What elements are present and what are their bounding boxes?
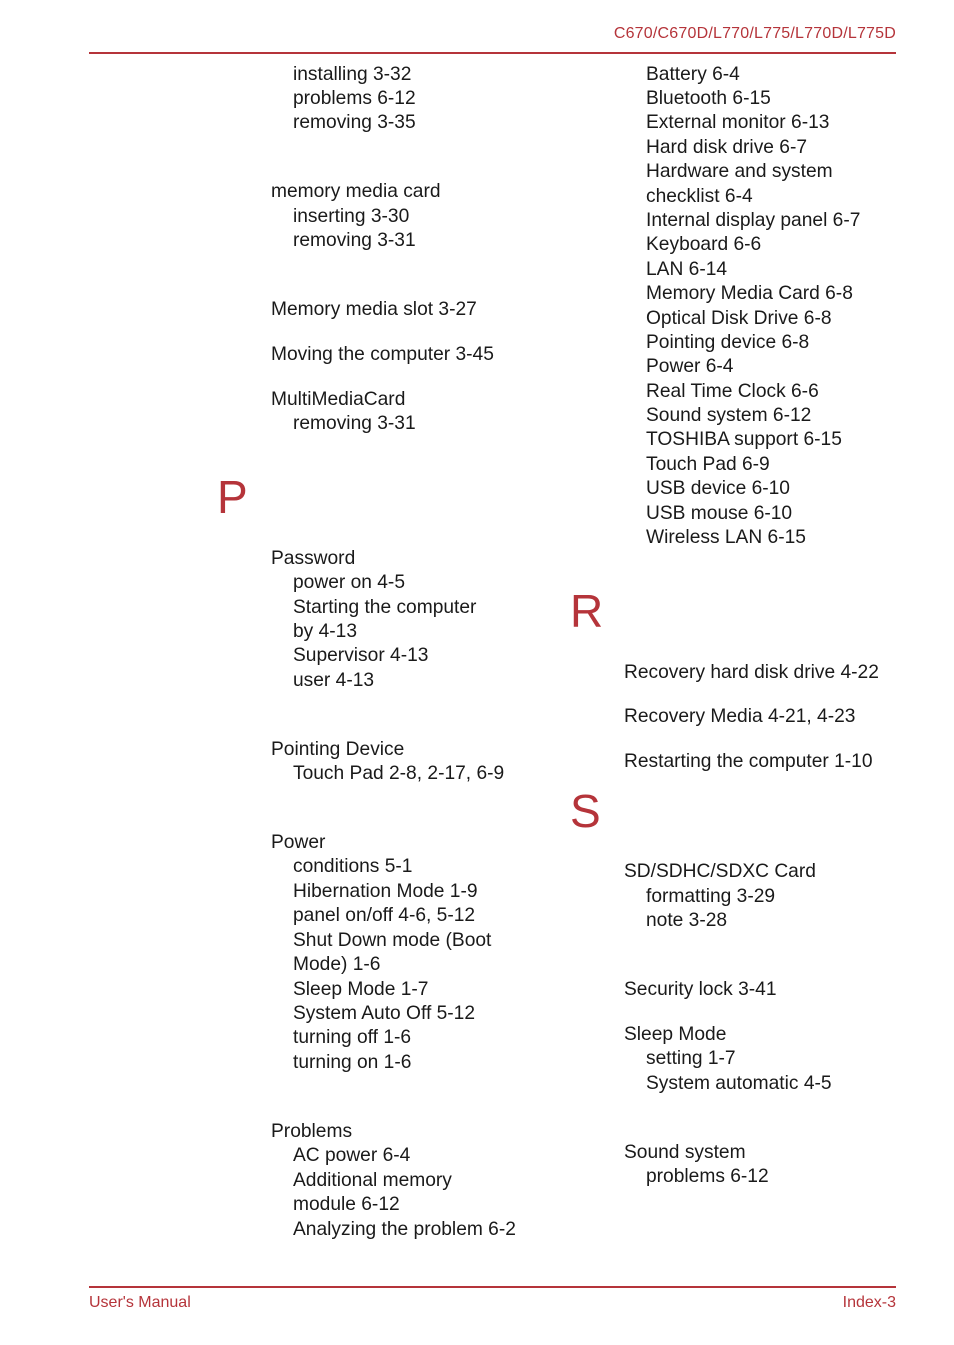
index-entry-multimediacard: MultiMediaCard xyxy=(271,389,406,410)
index-subentry: power on 4-5 xyxy=(293,572,405,593)
footer-rule xyxy=(89,1286,896,1288)
index-entry-memory-media-card: memory media card xyxy=(271,181,441,202)
index-subentry: module 6-12 xyxy=(293,1194,400,1215)
index-entry-power: Power xyxy=(271,832,326,853)
index-entry-restarting: Restarting the computer 1-10 xyxy=(624,751,873,772)
index-subentry: Optical Disk Drive 6-8 xyxy=(646,308,832,329)
index-entry-sd-card: SD/SDHC/SDXC Card xyxy=(624,861,816,882)
document-model-title: C670/C670D/L770/L775/L770D/L775D xyxy=(613,25,896,42)
index-subentry: panel on/off 4-6, 5-12 xyxy=(293,905,476,926)
index-subentry: checklist 6-4 xyxy=(646,186,753,207)
index-subentry: AC power 6-4 xyxy=(293,1145,411,1166)
index-subentry: formatting 3-29 xyxy=(646,886,776,907)
index-entry-recovery-media: Recovery Media 4-21, 4-23 xyxy=(624,706,856,727)
index-subentry: Power 6-4 xyxy=(646,356,734,377)
index-entry-recovery-hdd: Recovery hard disk drive 4-22 xyxy=(624,662,879,683)
index-subentry: problems 6-12 xyxy=(293,88,416,109)
index-subentry: TOSHIBA support 6-15 xyxy=(646,429,842,450)
index-subentry: Sound system 6-12 xyxy=(646,405,812,426)
index-subentry: USB device 6-10 xyxy=(646,478,790,499)
index-subentry: Keyboard 6-6 xyxy=(646,234,762,255)
index-subentry: USB mouse 6-10 xyxy=(646,503,793,524)
index-entry-sound-system: Sound system xyxy=(624,1142,746,1163)
index-subentry: Sleep Mode 1-7 xyxy=(293,979,429,1000)
index-entry-problems: Problems xyxy=(271,1121,353,1142)
index-subentry: turning off 1-6 xyxy=(293,1027,412,1048)
index-subentry: Real Time Clock 6-6 xyxy=(646,381,819,402)
index-entry-moving-computer: Moving the computer 3-45 xyxy=(271,344,494,365)
header-rule xyxy=(89,52,896,54)
index-subentry: installing 3-32 xyxy=(293,64,412,85)
index-subentry: removing 3-31 xyxy=(293,230,416,251)
index-subentry: Touch Pad 6-9 xyxy=(646,454,770,475)
index-subentry: conditions 5-1 xyxy=(293,856,413,877)
index-subentry: Hard disk drive 6-7 xyxy=(646,137,808,158)
section-letter-r: R xyxy=(570,585,604,637)
index-subentry: Starting the computer xyxy=(293,597,477,618)
index-subentry: Hardware and system xyxy=(646,161,833,182)
index-subentry: Battery 6-4 xyxy=(646,64,740,85)
index-subentry: Wireless LAN 6-15 xyxy=(646,527,806,548)
footer-page-label: Index-3 xyxy=(842,1294,896,1311)
index-entry-pointing-device: Pointing Device xyxy=(271,739,405,760)
index-subentry: System automatic 4-5 xyxy=(646,1073,832,1094)
index-subentry: Additional memory xyxy=(293,1170,452,1191)
index-subentry: setting 1-7 xyxy=(646,1048,736,1069)
section-letter-s: S xyxy=(570,785,601,837)
index-subentry: Mode) 1-6 xyxy=(293,954,381,975)
index-subentry: problems 6-12 xyxy=(646,1166,769,1187)
index-subentry: Hibernation Mode 1-9 xyxy=(293,881,478,902)
index-entry-password: Password xyxy=(271,548,356,569)
index-entry-sleep-mode: Sleep Mode xyxy=(624,1024,727,1045)
index-subentry: Shut Down mode (Boot xyxy=(293,930,492,951)
index-subentry: Pointing device 6-8 xyxy=(646,332,810,353)
index-entry-security-lock: Security lock 3-41 xyxy=(624,979,777,1000)
index-subentry: inserting 3-30 xyxy=(293,206,410,227)
footer-manual-label: User's Manual xyxy=(89,1294,191,1311)
index-subentry: Memory Media Card 6-8 xyxy=(646,283,853,304)
section-letter-p: P xyxy=(217,471,248,523)
index-subentry: note 3-28 xyxy=(646,910,728,931)
index-subentry: Bluetooth 6-15 xyxy=(646,88,771,109)
index-subentry: Analyzing the problem 6-2 xyxy=(293,1219,516,1240)
index-subentry: External monitor 6-13 xyxy=(646,112,830,133)
index-subentry: Supervisor 4-13 xyxy=(293,645,429,666)
index-subentry: by 4-13 xyxy=(293,621,357,642)
index-subentry: LAN 6-14 xyxy=(646,259,728,280)
index-entry-memory-media-slot: Memory media slot 3-27 xyxy=(271,299,477,320)
index-subentry: Touch Pad 2-8, 2-17, 6-9 xyxy=(293,763,505,784)
index-subentry: removing 3-35 xyxy=(293,112,416,133)
index-subentry: Internal display panel 6-7 xyxy=(646,210,861,231)
index-subentry: removing 3-31 xyxy=(293,413,416,434)
index-subentry: System Auto Off 5-12 xyxy=(293,1003,476,1024)
index-subentry: turning on 1-6 xyxy=(293,1052,412,1073)
index-subentry: user 4-13 xyxy=(293,670,375,691)
